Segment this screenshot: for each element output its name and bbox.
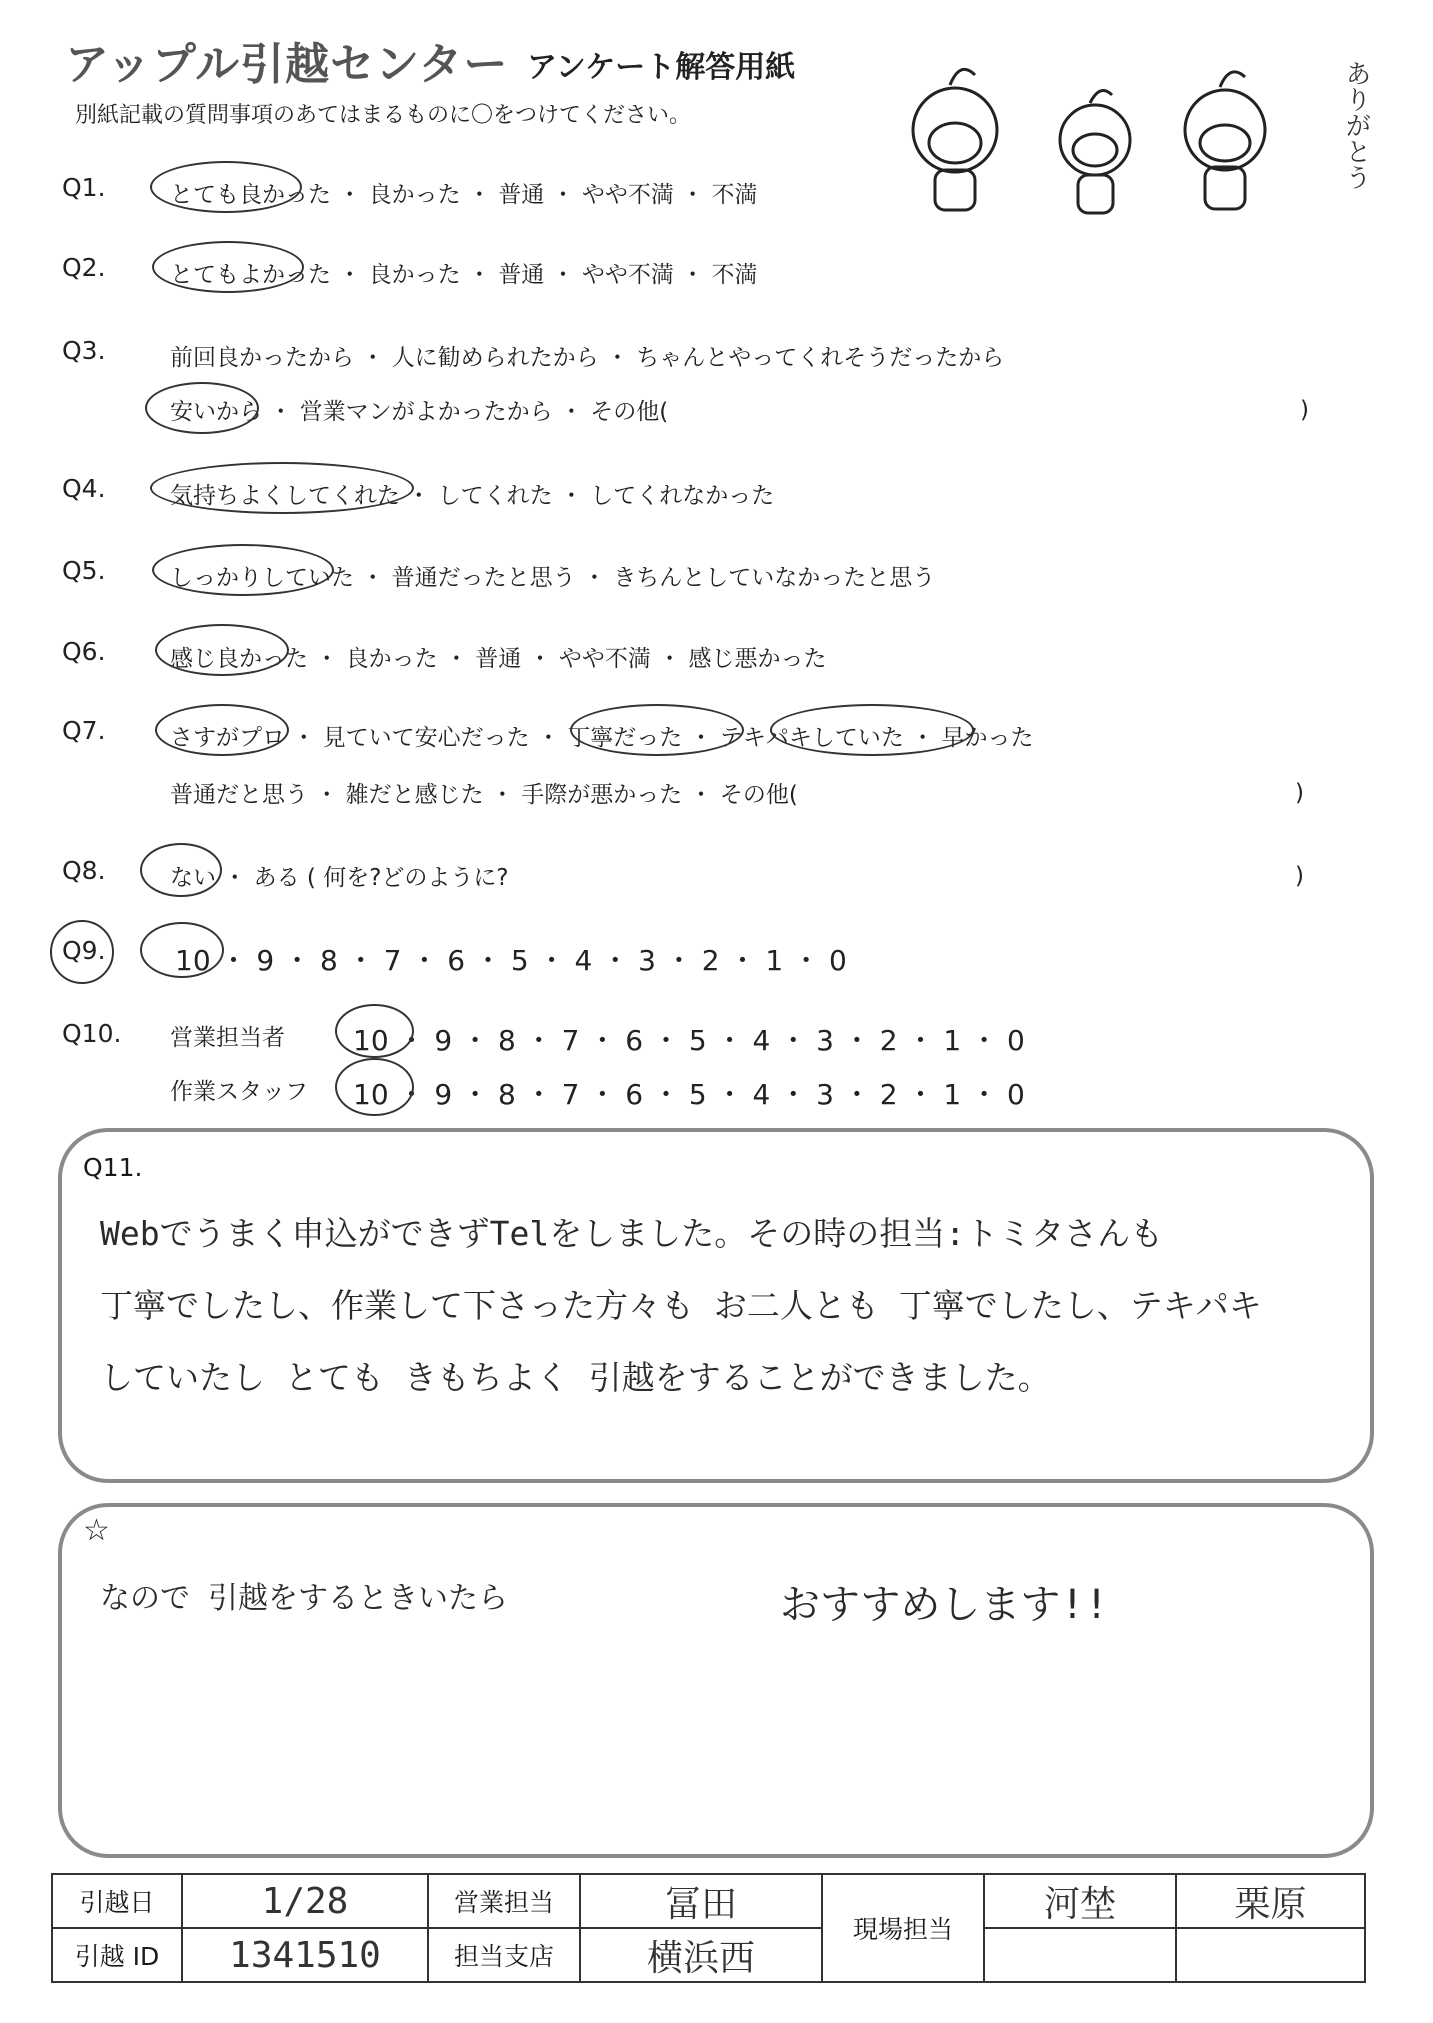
q5-number: Q5. [62,556,106,585]
q1-number: Q1. [62,173,106,202]
q7-answer-circle-3 [770,704,974,756]
q6-options: 感じ良かった ・ 良かった ・ 普通 ・ やや不満 ・ 感じ悪かった [170,646,827,672]
move-date-label: 引越日 [52,1874,182,1928]
form-subtitle: アンケート解答用紙 [527,50,796,85]
sales-value: 冨田 [580,1874,822,1928]
q7-close-paren: ) [1295,780,1304,806]
q11-handwriting-line3: していたし とても きもちよく 引越をすることができました。 [100,1358,1051,1397]
q3-answer-circle [145,382,259,434]
site-label: 現場担当 [822,1874,984,1982]
site-value-1: 河埜 [984,1874,1176,1928]
q1-options: とても良かった ・ 良かった ・ 普通 ・ やや不満 ・ 不満 [170,182,758,208]
q3-number: Q3. [62,336,106,365]
site-empty-cell-2 [1176,1928,1365,1982]
site-empty-cell-1 [984,1928,1176,1982]
q10-sales-label: 営業担当者 [170,1025,285,1051]
q11-label: Q11. [83,1153,143,1182]
q12-comment-box [58,1503,1374,1858]
q7-answer-circle-1 [155,704,289,756]
q8-close-paren: ) [1295,863,1304,889]
q8-number: Q8. [62,856,106,885]
q10-staff-scale: 10 ・ 9 ・ 8 ・ 7 ・ 6 ・ 5 ・ 4 ・ 3 ・ 2 ・ 1 ・ 0 [353,1078,1025,1111]
move-date-value: 1/28 [182,1874,428,1928]
q4-number: Q4. [62,474,106,503]
q3-options-line1: 前回良かったから ・ 人に勧められたから ・ ちゃんとやってくれそうだったから [170,345,1005,371]
q5-answer-circle [152,544,334,596]
q4-options: 気持ちよくしてくれた ・ してくれた ・ してくれなかった [170,483,775,509]
monkey-mascot-icon [880,45,1360,225]
q9-scale: 10 ・ 9 ・ 8 ・ 7 ・ 6 ・ 5 ・ 4 ・ 3 ・ 2 ・ 1 ・ 0 [175,944,847,977]
q10-sales-answer-circle [335,1004,414,1058]
q7-options-line1: さすがプロ ・ 見ていて安心だった ・ 丁寧だった ・ テキパキしていた ・ 早かった [170,725,1034,751]
q6-number: Q6. [62,637,106,666]
q9-answer-circle [140,922,224,978]
move-id-value: 1341510 [182,1928,428,1982]
branch-label: 担当支店 [428,1928,580,1982]
q9-mark-circle [50,920,114,984]
company-title: アップル引越センター [65,39,509,90]
q2-number: Q2. [62,253,106,282]
q1-answer-circle [150,161,302,213]
q12-handwriting-line1: なので 引越をするときいたら [100,1581,509,1616]
q3-options-line2: 安いから ・ 営業マンがよかったから ・ その他( [170,399,669,425]
q5-options: しっかりしていた ・ 普通だったと思う ・ きちんとしていなかったと思う [170,565,936,591]
q7-number: Q7. [62,716,106,745]
move-id-label: 引越 ID [52,1928,182,1982]
q6-answer-circle [155,624,289,676]
q2-options: とてもよかった ・ 良かった ・ 普通 ・ やや不満 ・ 不満 [170,262,758,288]
mascot-caption: ありがとう [1341,60,1371,190]
q11-handwriting-line2: 丁寧でしたし、作業して下さった方々も お二人とも 丁寧でしたし、テキパキ [100,1286,1262,1325]
q8-options: ない ・ ある ( 何を?どのように? [170,865,509,891]
q12-handwriting-line2: おすすめします!! [780,1582,1109,1628]
site-value-2: 栗原 [1176,1874,1365,1928]
sales-label: 営業担当 [428,1874,580,1928]
instruction-text: 別紙記載の質問事項のあてはまるものに〇をつけてください。 [75,103,692,128]
q4-answer-circle [150,462,414,514]
q10-staff-label: 作業スタッフ [170,1079,308,1105]
q10-sales-scale: 10 ・ 9 ・ 8 ・ 7 ・ 6 ・ 5 ・ 4 ・ 3 ・ 2 ・ 1 ・ 0 [353,1024,1025,1057]
footer-info-table [51,1873,1366,1983]
q12-star-label: ☆ [83,1513,110,1548]
q10-staff-answer-circle [335,1058,414,1116]
q11-handwriting-line1: Webでうまく申込ができずTelをしました。その時の担当:トミタさんも [100,1214,1164,1253]
q9-number: Q9. [62,936,106,965]
q7-options-line2: 普通だと思う ・ 雑だと感じた ・ 手際が悪かった ・ その他( [170,782,798,808]
q2-answer-circle [152,241,304,293]
q7-answer-circle-2 [570,704,744,756]
q10-number: Q10. [62,1019,122,1048]
q8-answer-circle [140,843,222,897]
branch-value: 横浜西 [580,1928,822,1982]
q3-close-paren: ) [1300,397,1309,423]
